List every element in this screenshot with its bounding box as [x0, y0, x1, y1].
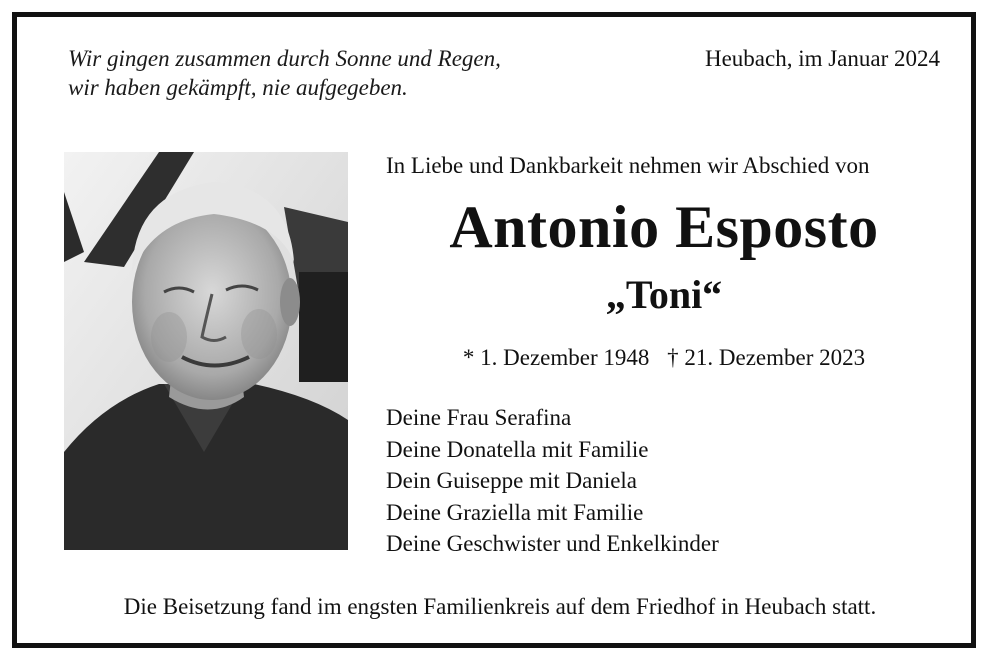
- death-date: † 21. Dezember 2023: [667, 345, 866, 370]
- deceased-nickname: „Toni“: [605, 272, 723, 317]
- portrait-image: [64, 152, 348, 550]
- quote-line-2: wir haben gekämpft, nie aufgegeben.: [68, 75, 408, 100]
- birth-date: * 1. Dezember 1948: [462, 345, 650, 370]
- portrait-photo: [64, 152, 348, 550]
- mourners-list: [386, 402, 719, 560]
- quote-line-1: Wir gingen zusammen durch Sonne und Regen,: [68, 46, 501, 71]
- mourner-item: Deine Geschwister und Enkelkinder: [386, 531, 719, 556]
- memorial-quote: [68, 44, 501, 102]
- farewell-intro: In Liebe und Dankbarkeit nehmen wir Abschied von: [386, 153, 870, 178]
- deceased-name: Antonio Esposto: [449, 194, 879, 260]
- mourner-item: Dein Guiseppe mit Daniela: [386, 468, 638, 493]
- mourner-item: Deine Frau Serafina: [386, 405, 572, 430]
- mourner-item: Deine Graziella mit Familie: [386, 499, 644, 525]
- mourner-item: Deine Donatella mit Familie: [386, 436, 649, 462]
- place-and-date: Heubach, im Januar 2024: [704, 46, 940, 71]
- life-dates: [386, 343, 942, 373]
- burial-note: Die Beisetzung fand im engsten Familienkreis auf dem Friedhof in Heubach statt.: [123, 594, 877, 619]
